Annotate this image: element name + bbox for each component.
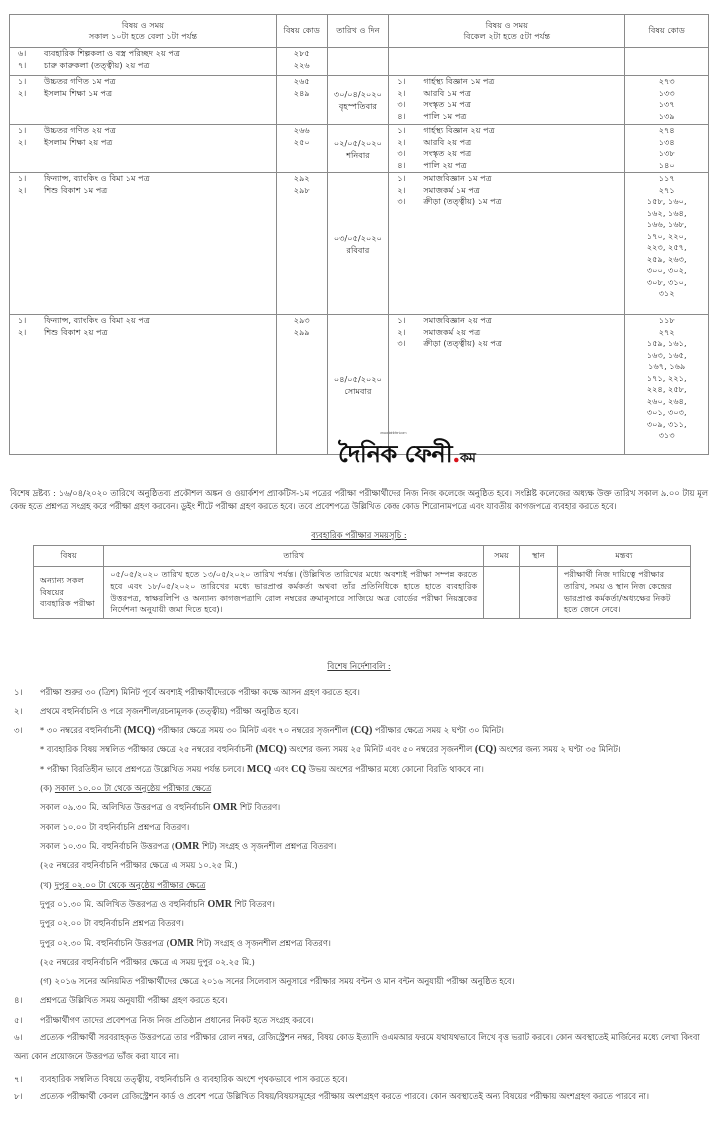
- dainik-feni-watermark-logo: www.dainikfeni.com দৈনিক ফেনী.কম: [338, 431, 476, 468]
- header-morning-subject: বিষয় ও সময় সকাল ১০টা হতে বেলা ১টা পর্যন্ত: [10, 15, 277, 48]
- table-header-row: [10, 15, 709, 48]
- subject-name: ফিন্যান্স, ব্যাংকিং ও বিমা ২য় পত্র: [44, 315, 151, 325]
- afternoon-step-3: দুপুর ০২.৩০ মি. বহুনির্বাচনি উত্তরপত্র (OMR শিট) সংগ্রহ ও সৃজনশীল প্রশ্নপত্র বিতরণ।: [40, 938, 331, 949]
- afternoon-subjects-cell: [389, 173, 625, 315]
- item-number: ১।: [18, 76, 27, 86]
- item-number: ২।: [397, 326, 406, 337]
- subject-code: ১৩৩: [658, 87, 675, 98]
- item-number: ২।: [18, 184, 27, 195]
- afternoon-subject-item: [389, 137, 624, 149]
- exam-date: ০৪/০৫/২০২০: [333, 373, 382, 384]
- subject-name: সংস্কৃত ১ম পত্র: [423, 99, 471, 109]
- subject-code: ১৬৭, ১৬৯: [648, 361, 686, 371]
- subject-name: গার্হস্থ্য বিজ্ঞান ২য় পত্র: [423, 125, 495, 135]
- item-number: ৬।: [18, 48, 27, 58]
- date-day-cell: [327, 173, 389, 315]
- morning-codes-cell: [277, 125, 328, 173]
- morning-subjects-cell: [10, 173, 277, 315]
- subject-name: ইসলাম শিক্ষা ২য় পত্র: [44, 136, 113, 147]
- afternoon-subject-item: [389, 196, 624, 208]
- subject-code: ২৫৯, ২৬৩,: [646, 253, 687, 264]
- afternoon-subject-item: [389, 125, 624, 137]
- morning-subjects-cell: [10, 48, 277, 76]
- subject-code: ১১৭: [658, 173, 675, 183]
- instruction-8: ৮। প্রত্যেক পরীক্ষার্থী কেবল রেজিস্ট্রেশন কার্ড ও প্রবেশ পত্রে উল্লিখিত বিষয়/বিষয়সমূহের পরীক্ষায় অংশগ্রহণ করতে পারবে। কোন অবস্থাতেই অন্য বিষয়ের পরীক্ষায় অংশগ্রহণ করতে পারবে না।: [14, 1091, 649, 1101]
- afternoon-step-2: দুপুর ০২.০০ টা বহুনির্বাচনি প্রশ্নপত্র বিতরণ।: [40, 918, 184, 928]
- subject-name: ইসলাম শিক্ষা ১ম পত্র: [44, 87, 113, 98]
- afternoon-codes-cell: [625, 76, 709, 125]
- subject-name: শিশু বিকাশ ১ম পত্র: [44, 184, 108, 195]
- exam-day: বৃহস্পতিবার: [338, 101, 378, 111]
- item-number: ৪।: [397, 110, 406, 121]
- afternoon-codes-cell: [625, 173, 709, 315]
- subject-code: ১৩৯: [658, 110, 675, 121]
- subject-code: ১৬৬, ১৬৮,: [646, 219, 687, 229]
- morning-subject-item: [10, 76, 276, 88]
- instruction-6: ৬। প্রত্যেক পরীক্ষার্থী সরবরাহকৃত উত্তরপত্রে তার পরীক্ষার রোল নম্বর, রেজিস্ট্রেশন নম্বর, বিষয় কোড ইত্যাদি ওএমআর ফরমে যথাযথভাবে লিখে বৃত্ত ভরাট করবে। কোন অবস্থাতেই মার্জিনের মধ্যে লেখা কিংবা অন্য কোন প্রয়োজনে উত্তরপত্র ভাঁজ করা যাবে না।: [14, 1032, 700, 1061]
- morning-step-1: সকাল ০৯.৩০ মি. অলিখিত উত্তরপত্র ও বহুনির্বাচনি OMR শিট বিতরণ।: [40, 802, 281, 813]
- practical-row: [34, 567, 691, 619]
- afternoon-subject-item: [389, 148, 624, 160]
- instruction-5: ৫। পরীক্ষার্থীগণ তাদের প্রবেশপত্র নিজ নিজ প্রতিষ্ঠান প্রধানের নিকট হতে সংগ্রহ করবে।: [14, 1015, 314, 1025]
- subject-code: ২২৪, ২৫৮,: [646, 384, 687, 394]
- instructions-title: বিশেষ নির্দেশাবলি :: [327, 661, 391, 671]
- practical-subject: অন্যান্য সকল বিষয়ের ব্যবহারিক পরীক্ষা: [34, 567, 104, 619]
- subject-code: ১৩৮: [658, 148, 675, 158]
- subject-code: ৩০১, ৩০৩,: [646, 407, 687, 417]
- instruction-7: ৭। ব্যবহারিক সম্বলিত বিষয়ে তত্ত্বীয়, বহুনির্বাচনি ও ব্যবহারিক অংশে পৃথকভাবে পাস করতে হবে।: [14, 1074, 348, 1084]
- subject-name: ব্যবহারিক শিল্পকলা ও বস্ত্র পরিচ্ছদ ২য় পত্র: [44, 48, 180, 58]
- subject-code: ২৯৩: [293, 315, 310, 325]
- morning-subject-item: [10, 137, 276, 149]
- afternoon-subjects-cell: [389, 48, 625, 76]
- practical-schedule-title: ব্যবহারিক পরীক্ষার সময়সূচি :: [311, 530, 407, 540]
- subject-code: ২২৬: [293, 59, 310, 70]
- practical-place: [519, 567, 557, 619]
- logo-dot: .: [452, 439, 460, 468]
- afternoon-step-1: দুপুর ০১.৩০ মি. অলিখিত উত্তরপত্র ও বহুনির্বাচনি OMR শিট বিতরণ।: [40, 899, 275, 910]
- subject-name: আরবি ১ম পত্র: [423, 87, 471, 98]
- afternoon-step-note: (২৫ নম্বরের বহুনির্বাচনি পরীক্ষার ক্ষেত্রে এ সময় দুপুর ০২.২৫ মি.): [40, 957, 255, 967]
- date-day-cell: [327, 125, 389, 173]
- subject-code: ২২৩, ২৫৭,: [646, 242, 687, 252]
- afternoon-subject-item: [389, 111, 624, 123]
- subject-name: পালি ২য় পত্র: [423, 159, 467, 170]
- subject-code: ১৭০, ২২০,: [646, 230, 687, 241]
- subject-code: ২৬৫: [293, 76, 310, 86]
- morning-codes-cell: [277, 48, 328, 76]
- item-number: ২।: [397, 87, 406, 98]
- subject-code: ৩০০, ৩০২,: [646, 265, 687, 275]
- practical-schedule-table: [33, 545, 691, 619]
- subject-code: ১৩৪: [658, 136, 675, 147]
- subject-code: ১৫৯, ১৬১,: [646, 338, 687, 348]
- subject-code: ১৪০: [658, 159, 675, 170]
- subject-name: উচ্চতর গণিত ১ম পত্র: [44, 76, 116, 86]
- item-number: ৩।: [397, 148, 406, 158]
- afternoon-subject-item: [389, 76, 624, 88]
- subject-code: ৩১৩: [658, 430, 675, 440]
- exam-day: সোমবার: [344, 385, 372, 396]
- subject-name: গার্হস্থ্য বিজ্ঞান ১ম পত্র: [423, 76, 495, 86]
- subject-code: ১৬৩, ১৬৫,: [646, 349, 687, 360]
- item-number: ২।: [18, 87, 27, 98]
- morning-exam-heading: (ক) সকাল ১০.০০ টা থেকে অনুষ্ঠেয় পরীক্ষার ক্ষেত্রে: [40, 783, 212, 793]
- item-number: ১।: [18, 125, 27, 135]
- practical-header-subject: বিষয়: [34, 546, 104, 567]
- afternoon-subjects-cell: [389, 315, 625, 455]
- practical-date: ০৫/০৫/২০২০ তারিখ হতে ১৩/০৫/২০২০ তারিখ পর্যন্ত। (উল্লিখিত তারিখের মধ্যে অবশ্যই পরীক্ষা সম্পন্ন করতে হবে এবং ১৮/০৫/২০২০ তারিখের মধ্যে ভারপ্রাপ্ত কর্মকর্তা অথবা তাঁর প্রতিনিধিকে হাতে হাতে ব্যবহারিক উত্তরপত্র, স্বাক্ষরলিপি ও অন্যান্য কাগজপত্রাদি রোল নম্বরের ক্রমানুসারে সাজিয়ে অত্র বোর্ডের পরীক্ষা নিয়ন্ত্রকের নির্দেশনা অনুযায়ী জমা দিতে হবে)।: [104, 567, 484, 619]
- item-number: ২।: [397, 136, 406, 147]
- subject-code: ১৩৭: [658, 99, 675, 109]
- subject-name: সংস্কৃত ২য় পত্র: [423, 148, 472, 158]
- subject-code: ৩০৮, ৩১০,: [646, 276, 687, 287]
- item-number: ২।: [18, 326, 27, 337]
- afternoon-exam-heading: (খ) দুপুর ০২.০০ টা থেকে অনুষ্ঠেয় পরীক্ষার ক্ষেত্রে: [40, 880, 206, 890]
- subject-code: ২৯৯: [293, 326, 310, 337]
- logo-suffix: কম: [459, 451, 476, 466]
- logo-name: দৈনিক ফেনী: [338, 439, 453, 468]
- morning-codes-cell: [277, 315, 328, 455]
- subject-name: ফিন্যান্স, ব্যাংকিং ও বিমা ১ম পত্র: [44, 173, 150, 183]
- subject-code: ২৯৮: [293, 184, 310, 195]
- afternoon-subject-item: [389, 338, 624, 350]
- subject-code: ৩০৯, ৩১১,: [646, 418, 687, 429]
- morning-step-2: সকাল ১০.০০ টা বহুনির্বাচনি প্রশ্নপত্র বিতরণ।: [40, 822, 190, 832]
- schedule-row: [10, 125, 709, 173]
- afternoon-codes-cell: [625, 315, 709, 455]
- schedule-row: [10, 173, 709, 315]
- item-number: ১।: [397, 76, 406, 86]
- special-note: বিশেষ দ্রষ্টব্য : ১৬/০৪/২০২০ তারিখে অনুষ্ঠিতব্য প্রকৌশল অঙ্কন ও ওয়ার্কশপ প্র্যাকটিস-১ম পত্রের পরীক্ষা পরীক্ষার্থীদের নিজ নিজ কলেজে অনুষ্ঠিত হবে। সংশ্লিষ্ট কলেজের অধ্যক্ষ উক্ত তারিখ সকাল ৯.০০ টায় মূল কেন্দ্র হতে প্রশ্নপত্র সংগ্রহ করে পরীক্ষা গ্রহণ করবেন। ডুইং শীটে পরীক্ষা গ্রহণ করতে হবে। তবে প্রবেশপত্রে উল্লিখিত কেন্দ্র কোড শিরোনামপত্রে এবং যাবতীয় কাগজপত্রে ব্যবহার করতে হবে।: [10, 488, 708, 511]
- subject-name: ক্রীড়া (তত্ত্বীয়) ১ম পত্র: [423, 196, 502, 206]
- item-number: ২।: [18, 136, 27, 147]
- item-number: ৩।: [397, 338, 406, 348]
- irregular-candidates-note: (গ) ২০১৬ সনের অনিয়মিত পরীক্ষার্থীদের ক্ষেত্রে ২০১৬ সনের সিলেবাস অনুসারে পরীক্ষার সময় বন্টন ও মান বন্টন অনুযায়ী পরীক্ষা অনুষ্ঠিত হবে।: [40, 976, 515, 986]
- morning-subject-item: [10, 327, 276, 339]
- practical-header-row: [34, 546, 691, 567]
- exam-date: ০২/০৫/২০২০: [333, 137, 382, 148]
- morning-subjects-cell: [10, 315, 277, 455]
- morning-subject-item: [10, 185, 276, 197]
- schedule-row: [10, 76, 709, 125]
- date-day-cell: [327, 76, 389, 125]
- afternoon-subject-item: [389, 327, 624, 339]
- exam-day: শনিবার: [346, 149, 370, 160]
- morning-subject-item: [10, 60, 276, 72]
- item-number: ১।: [18, 315, 27, 325]
- exam-schedule-table: [9, 14, 709, 455]
- exam-date: ৩০/০৪/২০২০: [333, 89, 382, 99]
- subject-name: উচ্চতর গণিত ২য় পত্র: [44, 125, 116, 135]
- morning-codes-cell: [277, 76, 328, 125]
- subject-code: ২৭২: [658, 326, 675, 337]
- subject-code: ২৯২: [293, 173, 310, 183]
- subject-code: ২৬৬: [293, 125, 310, 135]
- subject-code: ২৬০, ২৬৪,: [646, 395, 687, 406]
- morning-subjects-cell: [10, 76, 277, 125]
- practical-header-date: তারিখ: [104, 546, 484, 567]
- morning-subject-item: [10, 48, 276, 60]
- subject-name: সমাজবিজ্ঞান ১ম পত্র: [423, 173, 492, 183]
- morning-codes-cell: [277, 173, 328, 315]
- item-number: ৩।: [397, 99, 406, 109]
- instruction-3: ৩। * ৩০ নম্বরের বহুনির্বাচনী (MCQ) পরীক্ষার ক্ষেত্রে সময় ৩০ মিনিট এবং ৭০ নম্বরের সৃজনশীল (CQ) পরীক্ষার ক্ষেত্রে সময় ২ ঘণ্টা ৩০ মিনিট।: [14, 725, 504, 736]
- afternoon-subject-item: [389, 173, 624, 185]
- instruction-2: ২। প্রথমে বহুনির্বাচনি ও পরে সৃজনশীল/রচনামূলক (তত্ত্বীয়) পরীক্ষা অনুষ্ঠিত হবে।: [14, 706, 299, 716]
- item-number: ১।: [18, 173, 27, 183]
- morning-subjects-cell: [10, 125, 277, 173]
- item-number: ৭।: [18, 59, 27, 70]
- exam-day: রবিবার: [346, 244, 370, 255]
- subject-code: ১৬২, ১৬৪,: [646, 207, 687, 218]
- practical-header-remarks: মন্তব্য: [557, 546, 690, 567]
- instruction-1: ১। পরীক্ষা শুরুর ৩০ (ত্রিশ) মিনিট পূর্বে অবশ্যই পরীক্ষার্থীদেরকে পরীক্ষা কক্ষে আসন গ্রহণ করতে হবে।: [14, 687, 360, 697]
- morning-subject-item: [10, 173, 276, 185]
- afternoon-subject-item: [389, 185, 624, 197]
- schedule-row: [10, 315, 709, 455]
- morning-subject-item: [10, 125, 276, 137]
- schedule-row: [10, 48, 709, 76]
- subject-name: সমাজকর্ম ২য় পত্র: [423, 326, 481, 337]
- afternoon-codes-cell: [625, 48, 709, 76]
- subject-code: ২৫০: [293, 136, 310, 147]
- item-number: ৪।: [397, 159, 406, 170]
- afternoon-codes-cell: [625, 125, 709, 173]
- date-day-cell: [327, 48, 389, 76]
- morning-subject-item: [10, 315, 276, 327]
- afternoon-subjects-cell: [389, 125, 625, 173]
- subject-code: ১১৮: [658, 315, 675, 325]
- subject-code: ২৭১: [658, 184, 675, 195]
- morning-step-note: (২৫ নম্বরের বহুনির্বাচনি পরীক্ষার ক্ষেত্রে এ সময় ১০.২৫ মি.): [40, 860, 238, 870]
- subject-name: চারু কারুকলা (তত্ত্বীয়) ২য় পত্র: [44, 59, 150, 70]
- item-number: ১।: [397, 173, 406, 183]
- subject-name: আরবি ২য় পত্র: [423, 136, 472, 147]
- instruction-3-practical: * ব্যবহারিক বিষয় সম্বলিত পরীক্ষার ক্ষেত্রে ২৫ নম্বরের বহুনির্বাচনী (MCQ) অংশের জন্য সময় ২৫ মিনিট এবং ৫০ নম্বরের সৃজনশীল (CQ) অংশের জন্য সময় ২ ঘণ্টা ৩৫ মিনিট।: [40, 744, 621, 755]
- subject-code: ১৭১, ২২১,: [646, 372, 687, 383]
- header-code-2: বিষয় কোড: [625, 15, 709, 48]
- afternoon-subject-item: [389, 88, 624, 100]
- subject-name: সমাজবিজ্ঞান ২য় পত্র: [423, 315, 492, 325]
- subject-code: ২৮৫: [293, 48, 310, 58]
- subject-code: ২৭৩: [658, 76, 675, 86]
- afternoon-subject-item: [389, 315, 624, 327]
- header-afternoon-subject: বিষয় ও সময় বিকেল ২টা হতে ৫টা পর্যন্ত: [389, 15, 625, 48]
- practical-header-time: সময়: [484, 546, 520, 567]
- afternoon-subject-item: [389, 99, 624, 111]
- exam-date: ০৩/০৫/২০২০: [333, 232, 382, 243]
- practical-header-place: স্থান: [519, 546, 557, 567]
- subject-code: ৩১২: [658, 288, 675, 298]
- instruction-3-continuous: * পরীক্ষা বিরতিহীন ভাবে প্রশ্নপত্রে উল্লেখিত সময় পর্যন্ত চলবে। MCQ এবং CQ উভয় অংশের পরীক্ষার মধ্যে কোনো বিরতি থাকবে না।: [40, 764, 484, 775]
- practical-time: [484, 567, 520, 619]
- subject-code: ২৪৯: [293, 87, 310, 98]
- morning-subject-item: [10, 88, 276, 100]
- instruction-4: ৪। প্রশ্নপত্রে উল্লিখিত সময় অনুযায়ী পরীক্ষা গ্রহণ করতে হবে।: [14, 995, 228, 1005]
- item-number: ২।: [397, 184, 406, 195]
- item-number: ৩।: [397, 196, 406, 206]
- morning-step-3: সকাল ১০.৩০ মি. বহুনির্বাচনি উত্তরপত্র (OMR শিট) সংগ্রহ ও সৃজনশীল প্রশ্নপত্র বিতরণ।: [40, 841, 337, 852]
- subject-code: ১৫৮, ১৬০,: [646, 196, 687, 206]
- subject-code: ২৭৪: [658, 125, 675, 135]
- header-code: বিষয় কোড: [277, 15, 328, 48]
- header-date: তারিখ ও দিন: [327, 15, 389, 48]
- item-number: ১।: [397, 315, 406, 325]
- item-number: ১।: [397, 125, 406, 135]
- subject-name: ক্রীড়া (তত্ত্বীয়) ২য় পত্র: [423, 338, 502, 348]
- afternoon-subject-item: [389, 160, 624, 172]
- practical-remarks: পরীক্ষার্থী নিজ দায়িত্বে পরীক্ষার তারিখ, সময় ও স্থান নিজ কেন্দ্রের ভারপ্রাপ্ত কর্মকর্তা/অধ্যক্ষের নিকট হতে জেনে নেবে।: [557, 567, 690, 619]
- afternoon-subjects-cell: [389, 76, 625, 125]
- subject-name: পালি ১ম পত্র: [423, 110, 467, 121]
- subject-name: সমাজকর্ম ১ম পত্র: [423, 184, 480, 195]
- subject-name: শিশু বিকাশ ২য় পত্র: [44, 326, 108, 337]
